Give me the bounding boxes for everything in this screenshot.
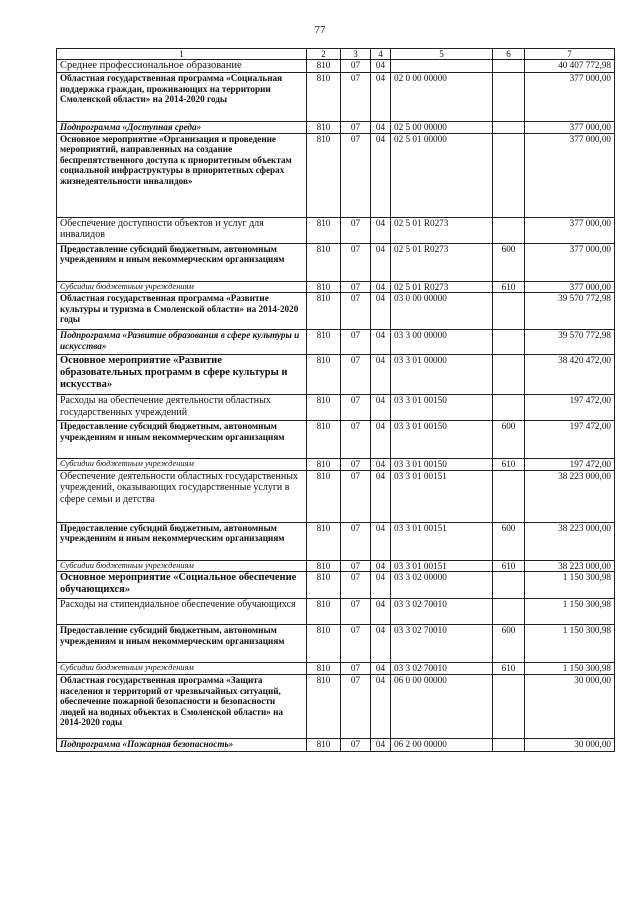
row-expense-type [493,738,525,751]
row-amount: 30 000,00 [525,674,615,738]
budget-table [56,48,615,752]
row-section: 07 [341,738,371,751]
row-target-code: 03 3 02 70010 [391,625,493,663]
row-amount: 39 570 772,98 [525,293,615,330]
row-section: 07 [341,281,371,293]
row-subsection: 04 [371,599,391,625]
row-subsection: 04 [371,73,391,122]
row-admin-code: 810 [307,599,341,625]
row-target-code: 02 0 00 00000 [391,73,493,122]
row-amount: 38 223 000,00 [525,470,615,522]
table-row [57,560,615,572]
row-section: 07 [341,421,371,459]
row-admin-code: 810 [307,459,341,471]
row-section: 07 [341,293,371,330]
table-row [57,281,615,293]
row-subsection: 04 [371,663,391,675]
table-body [57,60,615,752]
row-section: 07 [341,122,371,134]
row-expense-type [493,355,525,395]
header-col-6: 6 [493,49,525,60]
row-amount: 377 000,00 [525,217,615,243]
row-admin-code: 810 [307,330,341,355]
row-admin-code: 810 [307,470,341,522]
row-amount: 38 420 472,00 [525,355,615,395]
row-subsection: 04 [371,421,391,459]
table-row [57,522,615,560]
row-expense-type [493,122,525,134]
row-expense-type: 600 [493,625,525,663]
row-section: 07 [341,459,371,471]
row-admin-code: 810 [307,243,341,281]
header-row [57,49,615,60]
row-section: 07 [341,243,371,281]
table-row [57,421,615,459]
row-target-code: 03 3 01 00151 [391,470,493,522]
row-expense-type: 600 [493,243,525,281]
row-section: 07 [341,73,371,122]
row-name: Расходы на стипендиальное обеспечение обучающихся [57,599,307,625]
row-expense-type: 610 [493,281,525,293]
header-col-2: 2 [307,49,341,60]
row-target-code: 02 5 01 R0273 [391,217,493,243]
row-name: Обеспечение доступности объектов и услуг для инвалидов [57,217,307,243]
row-target-code: 03 3 01 00150 [391,395,493,421]
row-amount: 1 150 300,98 [525,572,615,599]
row-admin-code: 810 [307,572,341,599]
row-name: Субсидии бюджетным учреждениям [57,663,307,675]
row-target-code: 03 3 01 00000 [391,355,493,395]
row-name: Предоставление субсидий бюджетным, автономным учреждениям и иным некоммерческим организациям [57,421,307,459]
row-expense-type: 610 [493,663,525,675]
row-admin-code: 810 [307,122,341,134]
row-section: 07 [341,60,371,73]
row-target-code: 02 5 01 R0273 [391,243,493,281]
row-amount: 1 150 300,98 [525,625,615,663]
row-subsection: 04 [371,738,391,751]
row-subsection: 04 [371,243,391,281]
row-target-code: 02 5 01 R0273 [391,281,493,293]
row-name: Подпрограмма «Доступная среда» [57,122,307,134]
row-subsection: 04 [371,293,391,330]
row-amount: 197 472,00 [525,395,615,421]
table-row [57,293,615,330]
row-name: Субсидии бюджетным учреждениям [57,459,307,471]
row-target-code: 03 3 01 00151 [391,560,493,572]
table-row [57,674,615,738]
table-row [57,459,615,471]
row-section: 07 [341,560,371,572]
row-amount: 38 223 000,00 [525,560,615,572]
row-section: 07 [341,133,371,217]
row-name: Областная государственная программа «Развитие культуры и туризма в Смоленской области» на 2014-2020 годы [57,293,307,330]
row-target-code: 03 3 01 00150 [391,421,493,459]
row-expense-type [493,133,525,217]
row-name: Среднее профессиональное образование [57,60,307,73]
row-admin-code: 810 [307,395,341,421]
row-admin-code: 810 [307,738,341,751]
row-target-code: 06 0 00 00000 [391,674,493,738]
row-target-code: 03 3 02 70010 [391,663,493,675]
row-subsection: 04 [371,281,391,293]
row-admin-code: 810 [307,355,341,395]
row-subsection: 04 [371,459,391,471]
table-row [57,355,615,395]
row-target-code: 06 2 00 00000 [391,738,493,751]
row-amount: 30 000,00 [525,738,615,751]
page-number: 77 [314,24,326,36]
header-col-4: 4 [371,49,391,60]
header-col-7: 7 [525,49,615,60]
table-row [57,122,615,134]
row-admin-code: 810 [307,73,341,122]
table-row [57,73,615,122]
row-section: 07 [341,355,371,395]
row-subsection: 04 [371,560,391,572]
row-amount: 377 000,00 [525,281,615,293]
row-name: Предоставление субсидий бюджетным, автономным учреждениям и иным некоммерческим организациям [57,625,307,663]
row-name: Предоставление субсидий бюджетным, автономным учреждениям и иным некоммерческим организациям [57,522,307,560]
row-section: 07 [341,663,371,675]
row-expense-type [493,470,525,522]
row-amount: 1 150 300,98 [525,663,615,675]
row-subsection: 04 [371,395,391,421]
table-row [57,738,615,751]
row-amount: 39 570 772,98 [525,330,615,355]
row-target-code: 03 3 01 00151 [391,522,493,560]
row-subsection: 04 [371,355,391,395]
row-subsection: 04 [371,133,391,217]
table-row [57,330,615,355]
table-row [57,470,615,522]
row-subsection: 04 [371,217,391,243]
row-admin-code: 810 [307,625,341,663]
row-amount: 197 472,00 [525,421,615,459]
row-name: Субсидии бюджетным учреждениям [57,281,307,293]
row-admin-code: 810 [307,674,341,738]
row-amount: 197 472,00 [525,459,615,471]
row-target-code: 02 5 01 00000 [391,133,493,217]
table-row [57,133,615,217]
row-section: 07 [341,522,371,560]
row-name: Субсидии бюджетным учреждениям [57,560,307,572]
row-target-code: 03 0 00 00000 [391,293,493,330]
table-row [57,217,615,243]
row-name: Основное мероприятие «Развитие образовательных программ в сфере культуры и искусства» [57,355,307,395]
row-expense-type [493,60,525,73]
row-name: Обеспечение деятельности областных государственных учреждений, оказывающих государственные услуги в сфере семьи и детства [57,470,307,522]
row-amount: 38 223 000,00 [525,522,615,560]
row-admin-code: 810 [307,663,341,675]
row-amount: 377 000,00 [525,73,615,122]
row-section: 07 [341,395,371,421]
row-target-code [391,60,493,73]
row-subsection: 04 [371,572,391,599]
table-row [57,625,615,663]
row-name: Основное мероприятие «Организация и проведение мероприятий, направленных на создание беспрепятственного доступа к приоритетным объектам социальной инфраструктуры в приоритетных сферах жизнедеятельности инвалидов» [57,133,307,217]
row-subsection: 04 [371,522,391,560]
row-subsection: 04 [371,625,391,663]
row-name: Подпрограмма «Пожарная безопасность» [57,738,307,751]
row-name: Расходы на обеспечение деятельности областных государственных учреждений [57,395,307,421]
row-section: 07 [341,330,371,355]
header-col-1: 1 [57,49,307,60]
row-admin-code: 810 [307,217,341,243]
row-target-code: 03 3 00 00000 [391,330,493,355]
row-section: 07 [341,572,371,599]
row-expense-type: 600 [493,421,525,459]
row-subsection: 04 [371,60,391,73]
row-subsection: 04 [371,674,391,738]
row-section: 07 [341,674,371,738]
row-target-code: 03 3 02 00000 [391,572,493,599]
table-row [57,599,615,625]
row-expense-type [493,73,525,122]
row-admin-code: 810 [307,133,341,217]
row-amount: 1 150 300,98 [525,599,615,625]
row-expense-type: 600 [493,522,525,560]
row-admin-code: 810 [307,522,341,560]
row-name: Областная государственная программа «Защита населения и территорий от чрезвычайных ситуаций, обеспечение пожарной безопасности и безопасности людей на водных объектах в Смоленской области» на 2014-2020 годы [57,674,307,738]
row-target-code: 03 3 01 00150 [391,459,493,471]
table-row [57,243,615,281]
row-name: Предоставление субсидий бюджетным, автономным учреждениям и иным некоммерческим организациям [57,243,307,281]
row-admin-code: 810 [307,60,341,73]
row-expense-type: 610 [493,459,525,471]
header-col-3: 3 [341,49,371,60]
row-admin-code: 810 [307,281,341,293]
row-amount: 40 407 772,98 [525,60,615,73]
row-expense-type [493,599,525,625]
header-col-5: 5 [391,49,493,60]
row-target-code: 03 3 02 70010 [391,599,493,625]
table-row [57,572,615,599]
row-name: Областная государственная программа «Социальная поддержка граждан, проживающих на территории Смоленской области» на 2014-2020 годы [57,73,307,122]
table-row [57,395,615,421]
row-admin-code: 810 [307,421,341,459]
row-section: 07 [341,217,371,243]
row-amount: 377 000,00 [525,133,615,217]
row-amount: 377 000,00 [525,243,615,281]
row-expense-type [493,674,525,738]
row-section: 07 [341,470,371,522]
table-row [57,663,615,675]
row-expense-type [493,293,525,330]
row-subsection: 04 [371,330,391,355]
row-admin-code: 810 [307,560,341,572]
row-target-code: 02 5 00 00000 [391,122,493,134]
row-expense-type [493,395,525,421]
row-expense-type: 610 [493,560,525,572]
row-expense-type [493,572,525,599]
row-amount: 377 000,00 [525,122,615,134]
row-section: 07 [341,625,371,663]
row-subsection: 04 [371,470,391,522]
table-row [57,60,615,73]
row-section: 07 [341,599,371,625]
row-admin-code: 810 [307,293,341,330]
row-expense-type [493,330,525,355]
row-name: Основное мероприятие «Социальное обеспечение обучающихся» [57,572,307,599]
row-expense-type [493,217,525,243]
row-subsection: 04 [371,122,391,134]
row-name: Подпрограмма «Развитие образования в сфере культуры и искусства» [57,330,307,355]
